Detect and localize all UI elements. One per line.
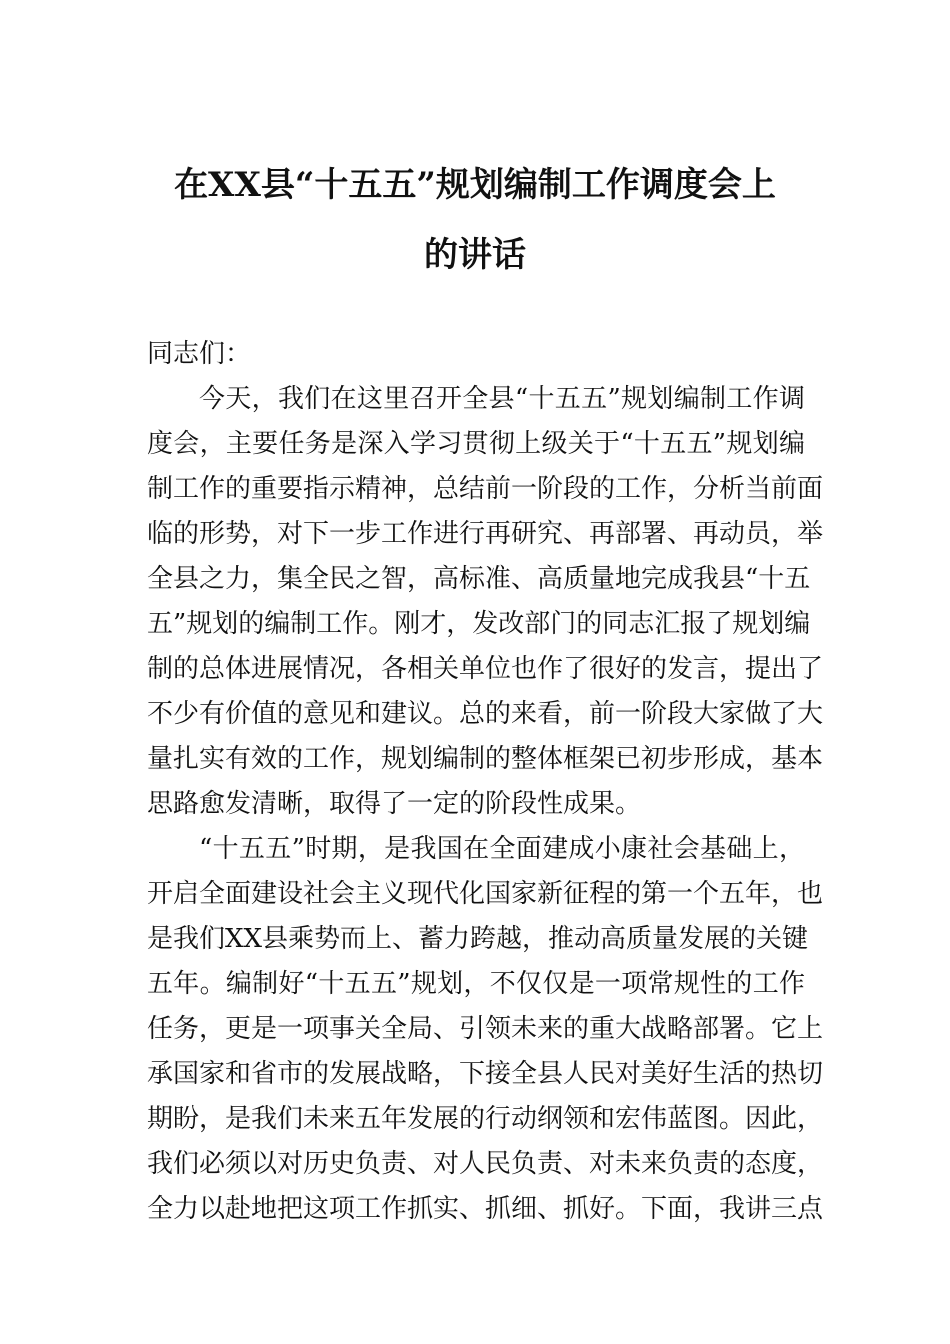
text-line: 全力以赴地把这项工作抓实、抓细、抓好。下面，我讲三点 bbox=[147, 1194, 824, 1224]
text-line: 我们必须以对历史负责、对人民负责、对未来负责的态度， bbox=[147, 1149, 824, 1179]
salutation: 同志们： bbox=[147, 339, 252, 369]
text-line: 期盼，是我们未来五年发展的行动纲领和宏伟蓝图。因此， bbox=[147, 1104, 824, 1134]
text-line: 制的总体进展情况，各相关单位也作了很好的发言，提出了 bbox=[147, 654, 824, 684]
text-line: 五”规划的编制工作。刚才，发改部门的同志汇报了规划编 bbox=[147, 609, 811, 639]
text-line: 量扎实有效的工作，规划编制的整体框架已初步形成，基本 bbox=[147, 744, 824, 774]
paragraph-1 bbox=[147, 377, 824, 827]
text-line: 任务，更是一项事关全局、引领未来的重大战略部署。它上 bbox=[147, 1014, 824, 1044]
text-line: 承国家和省市的发展战略，下接全县人民对美好生活的热切 bbox=[147, 1059, 824, 1089]
text-line: 今天，我们在这里召开全县“十五五”规划编制工作调 bbox=[199, 384, 805, 414]
text-line: 制工作的重要指示精神，总结前一阶段的工作，分析当前面 bbox=[147, 474, 824, 504]
text-line: 不少有价值的意见和建议。总的来看，前一阶段大家做了大 bbox=[147, 699, 824, 729]
document-title bbox=[140, 150, 810, 290]
text-line: “十五五”时期，是我国在全面建成小康社会基础上， bbox=[199, 834, 805, 864]
text-line: 是我们XX县乘势而上、蓄力跨越，推动高质量发展的关键 bbox=[147, 924, 809, 954]
text-line: 临的形势，对下一步工作进行再研究、再部署、再动员，举 bbox=[147, 519, 824, 549]
document-body bbox=[147, 332, 824, 1232]
title-line-1: 在XX县“十五五”规划编制工作调度会上 bbox=[174, 165, 776, 205]
text-line: 度会，主要任务是深入学习贯彻上级关于“十五五”规划编 bbox=[147, 429, 805, 459]
text-line: 开启全面建设社会主义现代化国家新征程的第一个五年，也 bbox=[147, 879, 824, 909]
text-line: 五年。编制好“十五五”规划，不仅仅是一项常规性的工作 bbox=[147, 969, 805, 999]
text-line: 思路愈发清晰，取得了一定的阶段性成果。 bbox=[147, 789, 642, 819]
title-line-2: 的讲话 bbox=[424, 235, 526, 275]
paragraph-2 bbox=[147, 827, 824, 1232]
text-line: 全县之力，集全民之智，高标准、高质量地完成我县“十五 bbox=[147, 564, 811, 594]
